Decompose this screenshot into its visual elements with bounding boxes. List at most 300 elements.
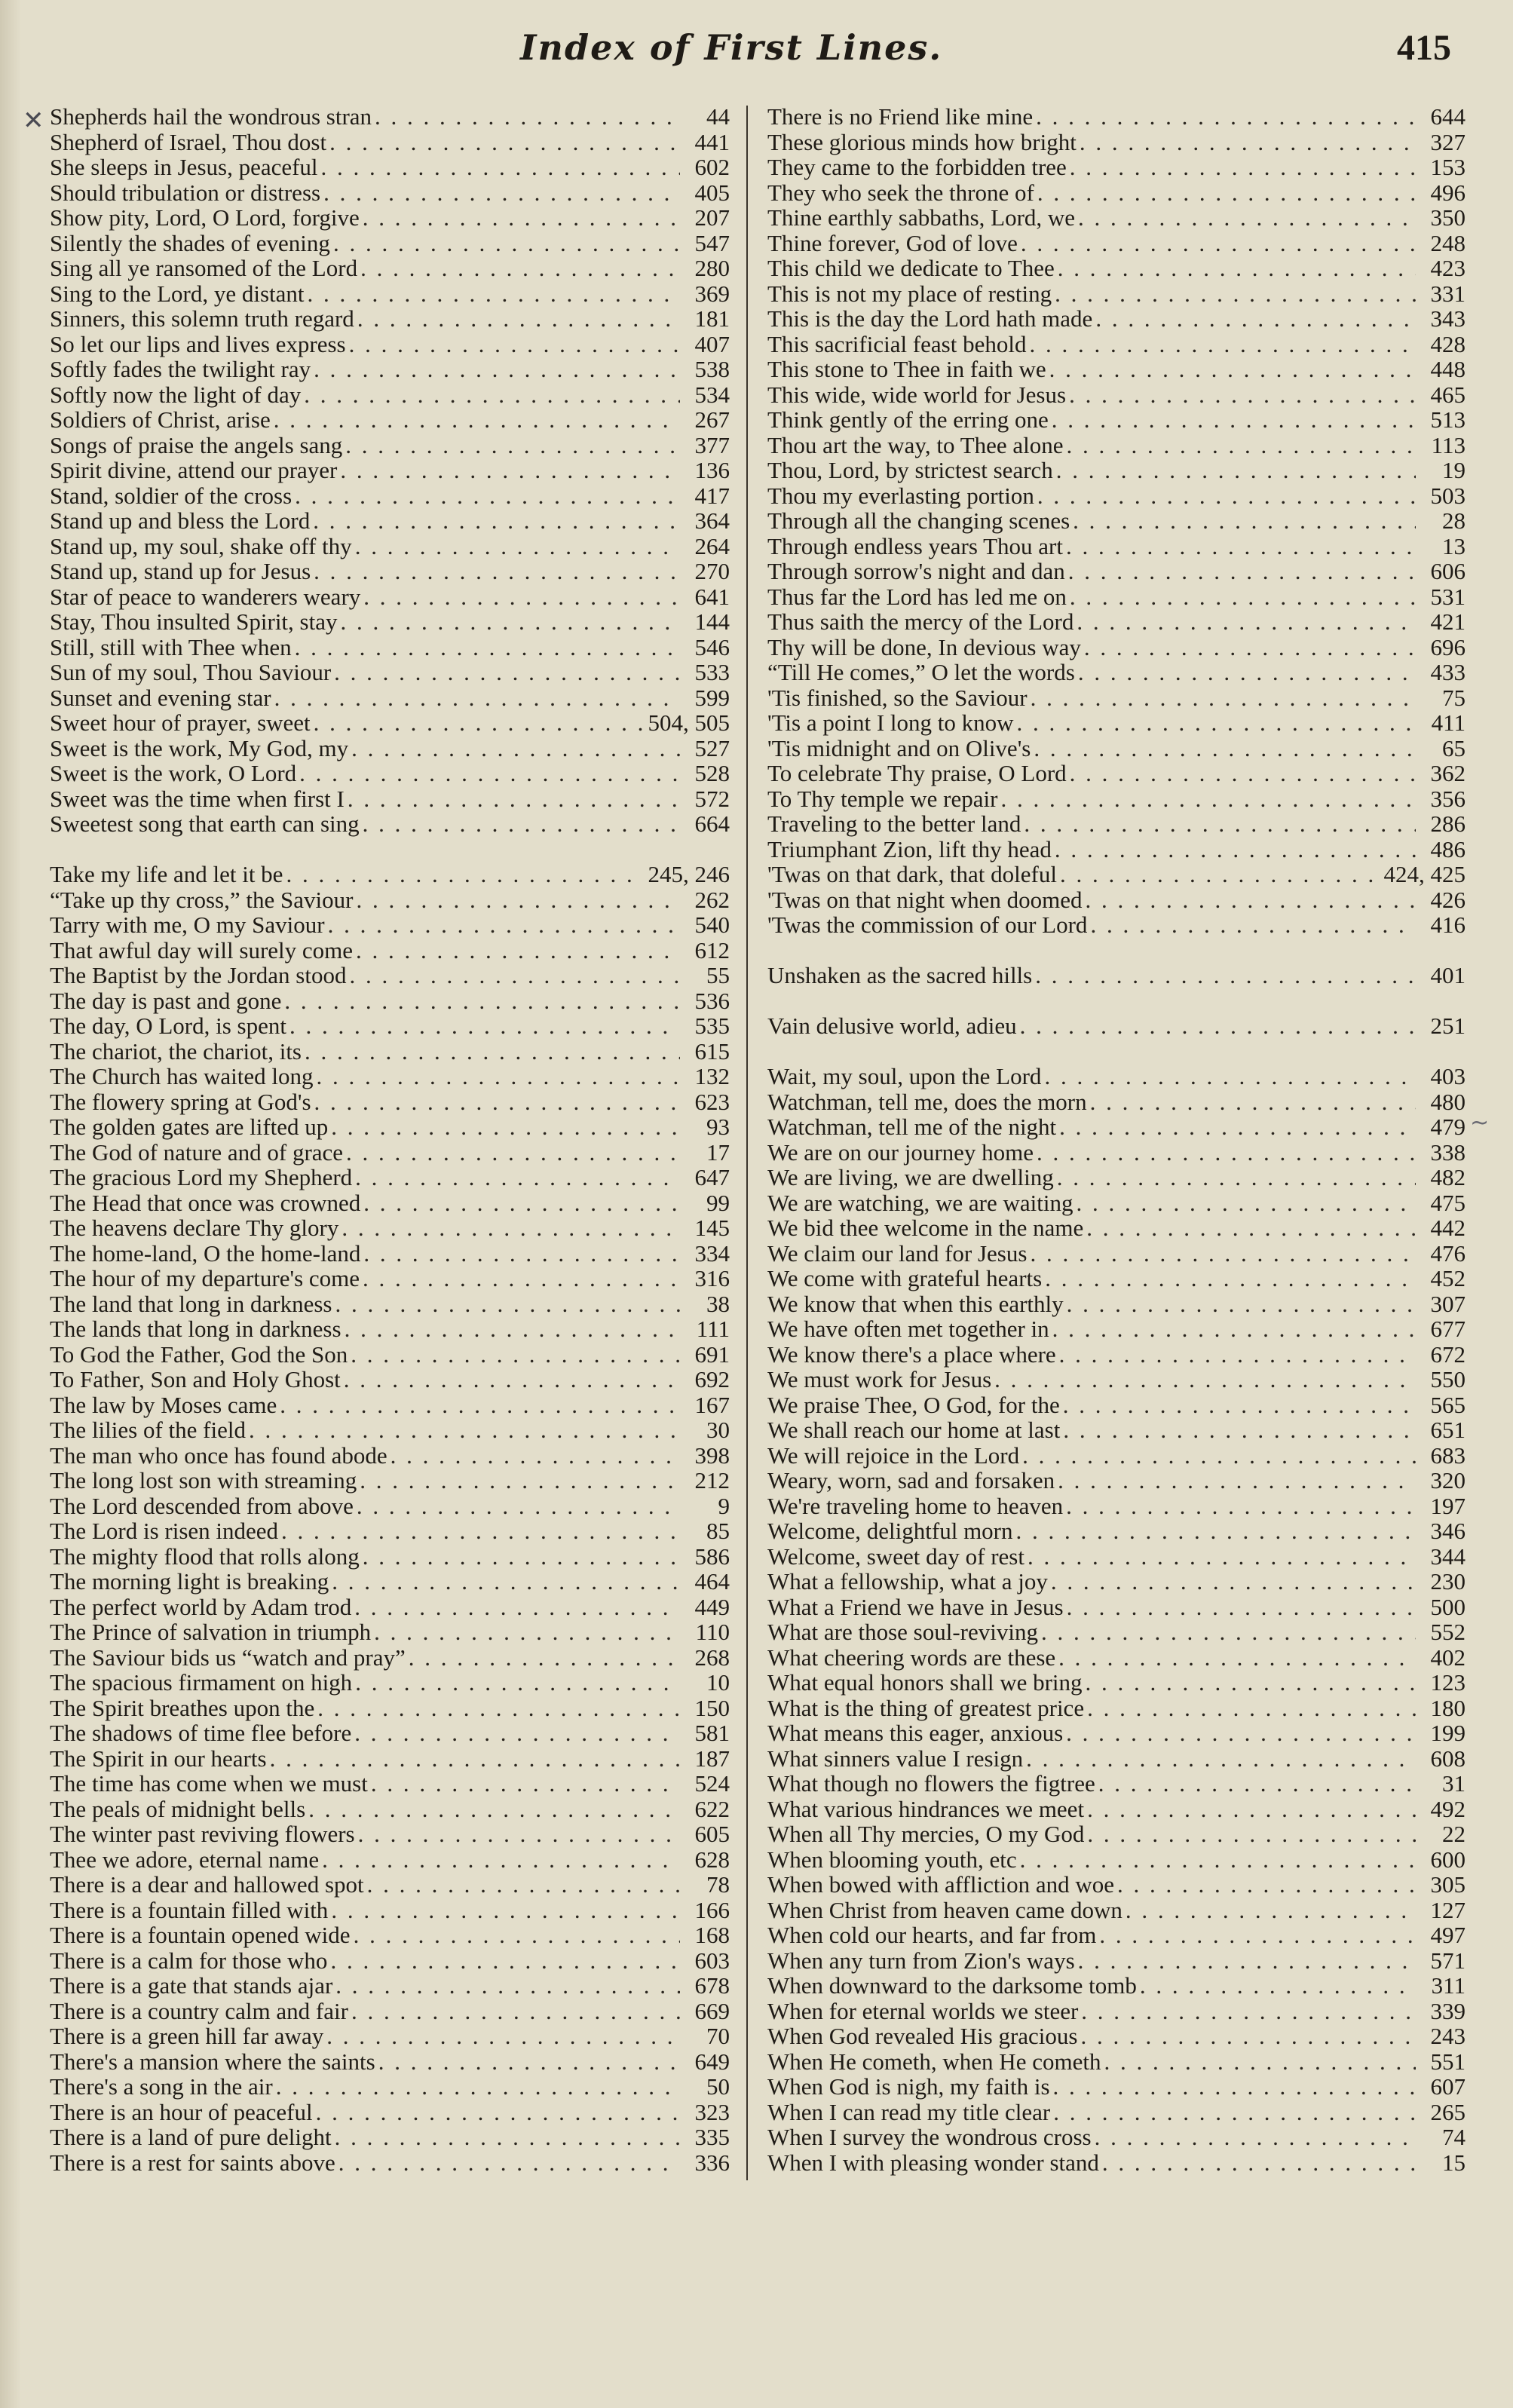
index-entry bbox=[767, 761, 1466, 786]
index-entry bbox=[50, 281, 730, 307]
leader-dots bbox=[1034, 736, 1416, 761]
hymn-number: 110 bbox=[695, 1619, 730, 1645]
index-entry bbox=[767, 1696, 1466, 1721]
index-entry bbox=[767, 1948, 1466, 1974]
first-line-text: There is an hour of peaceful bbox=[50, 2098, 313, 2125]
first-line-text: Shepherds hail the wondrous stran bbox=[50, 103, 372, 130]
first-line-text: When any turn from Zion's ways bbox=[767, 1947, 1075, 1974]
leader-dots bbox=[1000, 786, 1416, 812]
index-entry bbox=[767, 1013, 1466, 1039]
index-entry bbox=[767, 458, 1466, 483]
first-line-text: This is not my place of resting bbox=[767, 280, 1052, 307]
hymn-number: 150 bbox=[694, 1694, 730, 1721]
hymn-number: 50 bbox=[706, 2073, 730, 2100]
first-line-text: 'Tis finished, so the Saviour bbox=[767, 684, 1028, 711]
hymn-number: 55 bbox=[706, 962, 730, 988]
first-line-text: There's a song in the air bbox=[50, 2073, 273, 2100]
hymn-number: 245, 246 bbox=[648, 861, 730, 887]
index-entry bbox=[50, 1443, 730, 1469]
leader-dots bbox=[1037, 180, 1416, 206]
index-entry bbox=[767, 862, 1466, 887]
first-line-text: To Father, Son and Holy Ghost bbox=[50, 1366, 341, 1392]
leader-dots bbox=[249, 1417, 680, 1443]
hymn-number: 696 bbox=[1430, 633, 1466, 660]
first-line-text: That awful day will surely come bbox=[50, 936, 354, 964]
index-entry bbox=[50, 912, 730, 938]
first-line-text: When God is nigh, my faith is bbox=[767, 2073, 1050, 2100]
hymn-number: 9 bbox=[718, 1492, 730, 1519]
hymn-number: 683 bbox=[1430, 1441, 1466, 1469]
hymn-number: 19 bbox=[1442, 457, 1466, 483]
hymn-number: 500 bbox=[1430, 1593, 1466, 1620]
hymn-number: 551 bbox=[1430, 2048, 1466, 2075]
first-line-text: She sleeps in Jesus, peaceful bbox=[50, 154, 318, 180]
leader-dots bbox=[354, 1720, 680, 1746]
leader-dots bbox=[1031, 685, 1416, 711]
first-line-text: They who seek the throne of bbox=[767, 179, 1034, 206]
leader-dots bbox=[1058, 1468, 1416, 1494]
index-entry bbox=[50, 1291, 730, 1317]
hymn-number: 167 bbox=[694, 1391, 730, 1418]
first-line-text: The gracious Lord my Shepherd bbox=[50, 1164, 353, 1190]
leader-dots bbox=[1058, 256, 1416, 281]
first-line-text: There is a fountain opened wide bbox=[50, 1922, 351, 1948]
hymn-number: 599 bbox=[694, 684, 730, 711]
hymn-number: 113 bbox=[1431, 431, 1466, 458]
first-line-text: Sing all ye ransomed of the Lord bbox=[50, 255, 358, 281]
index-entry bbox=[50, 180, 730, 206]
hymn-number: 534 bbox=[694, 381, 730, 408]
index-entry bbox=[767, 2125, 1466, 2150]
first-line-text: We're traveling home to heaven bbox=[767, 1492, 1064, 1519]
hymn-number: 311 bbox=[1431, 1972, 1466, 1999]
index-entry bbox=[767, 1847, 1466, 1873]
first-line-text: The day is past and gone bbox=[50, 987, 282, 1014]
first-line-text: Thine earthly sabbaths, Lord, we bbox=[767, 204, 1076, 231]
leader-dots bbox=[286, 862, 643, 887]
first-line-text: Sweet is the work, O Lord bbox=[50, 760, 297, 786]
index-entry bbox=[50, 508, 730, 534]
leader-dots bbox=[1080, 130, 1416, 155]
first-line-text: What though no flowers the figtree bbox=[767, 1770, 1095, 1797]
leader-dots bbox=[1063, 1392, 1416, 1418]
index-entry bbox=[767, 887, 1466, 913]
hymn-number: 405 bbox=[694, 179, 730, 206]
index-entry bbox=[50, 1518, 730, 1544]
hymn-number: 123 bbox=[1430, 1669, 1466, 1696]
page-header bbox=[0, 27, 1513, 72]
first-line-text: When blooming youth, etc bbox=[767, 1846, 1017, 1873]
first-line-text: The man who once has found abode bbox=[50, 1441, 387, 1469]
hymn-number: 504, 505 bbox=[648, 709, 730, 736]
first-line-text: When God revealed His gracious bbox=[767, 2023, 1078, 2049]
hymn-number: 248 bbox=[1430, 229, 1466, 256]
leader-dots bbox=[994, 1367, 1416, 1392]
leader-dots bbox=[1126, 1898, 1416, 1923]
index-entry bbox=[767, 685, 1466, 711]
leader-dots bbox=[314, 559, 680, 584]
leader-dots bbox=[1028, 1544, 1416, 1570]
first-line-text: Should tribulation or distress bbox=[50, 179, 321, 206]
first-line-text: They came to the forbidden tree bbox=[767, 154, 1067, 180]
first-line-text: What cheering words are these bbox=[767, 1644, 1056, 1671]
first-line-text: Take my life and let it be bbox=[50, 861, 283, 887]
first-line-text: The shadows of time flee before bbox=[50, 1720, 352, 1746]
hymn-number: 230 bbox=[1430, 1568, 1466, 1595]
leader-dots bbox=[338, 2150, 680, 2176]
first-line-text: Thee we adore, eternal name bbox=[50, 1846, 320, 1873]
leader-dots bbox=[357, 306, 680, 332]
leader-dots bbox=[1087, 1797, 1416, 1822]
index-entry bbox=[50, 382, 730, 408]
first-line-text: We come with grateful hearts bbox=[767, 1265, 1043, 1291]
first-line-text: We bid thee welcome in the name bbox=[767, 1215, 1084, 1241]
hymn-number: 286 bbox=[1430, 810, 1466, 837]
leader-dots bbox=[1063, 1417, 1416, 1443]
first-line-text: We have often met together in bbox=[767, 1316, 1049, 1342]
leader-dots bbox=[363, 584, 680, 610]
index-entry bbox=[767, 1619, 1466, 1645]
leader-dots bbox=[314, 357, 680, 382]
index-entry bbox=[767, 306, 1466, 332]
index-entry bbox=[50, 2049, 730, 2075]
first-line-text: We are watching, we are waiting bbox=[767, 1189, 1073, 1216]
hymn-number: 535 bbox=[694, 1013, 730, 1039]
leader-dots bbox=[1066, 1494, 1416, 1519]
index-entry bbox=[50, 1190, 730, 1216]
index-entry bbox=[50, 1266, 730, 1291]
hymn-number: 335 bbox=[694, 2124, 730, 2150]
index-entry bbox=[50, 761, 730, 786]
leader-dots bbox=[1066, 1720, 1416, 1746]
first-line-text: Sweetest song that earth can sing bbox=[50, 810, 360, 837]
leader-dots bbox=[349, 332, 680, 357]
leader-dots bbox=[1087, 1696, 1416, 1721]
hymn-number: 30 bbox=[706, 1417, 730, 1443]
first-line-text: 'Twas on that night when doomed bbox=[767, 886, 1083, 913]
leader-dots bbox=[1052, 1316, 1416, 1342]
index-entry bbox=[767, 281, 1466, 307]
index-entry bbox=[767, 811, 1466, 837]
first-line-text: There is a fountain filled with bbox=[50, 1896, 329, 1923]
hymn-number: 651 bbox=[1430, 1417, 1466, 1443]
leader-dots bbox=[357, 1494, 680, 1519]
hymn-number: 486 bbox=[1430, 835, 1466, 862]
first-line-text: What sinners value I resign bbox=[767, 1745, 1024, 1772]
first-line-text: “Take up thy cross,” the Saviour bbox=[50, 886, 354, 913]
hymn-number: 503 bbox=[1430, 482, 1466, 509]
leader-dots bbox=[1036, 104, 1416, 130]
hymn-number: 305 bbox=[1430, 1871, 1466, 1898]
leader-dots bbox=[305, 1039, 680, 1065]
leader-dots bbox=[351, 1342, 680, 1368]
first-line-text: There is a calm for those who bbox=[50, 1947, 328, 1974]
hymn-number: 531 bbox=[1430, 583, 1466, 610]
first-line-text: There is a land of pure delight bbox=[50, 2124, 332, 2150]
index-entry bbox=[767, 1670, 1466, 1696]
leader-dots bbox=[355, 1165, 680, 1190]
index-entry bbox=[767, 963, 1466, 988]
hymn-number: 608 bbox=[1430, 1745, 1466, 1772]
first-line-text: There is a country calm and fair bbox=[50, 1997, 348, 2024]
hymn-number: 111 bbox=[696, 1316, 730, 1342]
first-line-text: Sweet is the work, My God, my bbox=[50, 734, 349, 761]
hymn-number: 132 bbox=[694, 1063, 730, 1089]
hymn-number: 199 bbox=[1430, 1720, 1466, 1746]
leader-dots bbox=[299, 761, 680, 786]
hymn-number: 307 bbox=[1430, 1290, 1466, 1317]
first-line-text: We know that when this earthly bbox=[767, 1290, 1064, 1317]
first-line-text: The chariot, the chariot, its bbox=[50, 1037, 302, 1065]
leader-dots bbox=[313, 508, 680, 534]
leader-dots bbox=[363, 811, 680, 837]
leader-dots bbox=[1095, 2125, 1416, 2150]
leader-dots bbox=[1070, 155, 1416, 180]
index-entry bbox=[50, 1494, 730, 1519]
leader-dots bbox=[1073, 508, 1416, 534]
index-entry bbox=[767, 1973, 1466, 1999]
hymn-number: 692 bbox=[694, 1366, 730, 1392]
first-line-text: To celebrate Thy praise, O Lord bbox=[767, 760, 1067, 786]
hymn-number: 480 bbox=[1430, 1088, 1466, 1115]
leader-dots bbox=[1045, 1266, 1416, 1291]
hymn-number: 65 bbox=[1442, 734, 1466, 761]
page-number: 415 bbox=[1397, 28, 1451, 68]
first-line-text: Still, still with Thee when bbox=[50, 633, 292, 660]
first-line-text: The golden gates are lifted up bbox=[50, 1114, 329, 1140]
index-entry bbox=[767, 155, 1466, 180]
index-entry bbox=[50, 1367, 730, 1392]
hymn-number: 644 bbox=[1430, 103, 1466, 130]
leader-dots bbox=[1102, 2150, 1416, 2176]
first-line-text: Show pity, Lord, O Lord, forgive bbox=[50, 204, 360, 231]
hymn-number: 207 bbox=[694, 204, 730, 231]
index-entry bbox=[50, 1619, 730, 1645]
index-entry bbox=[767, 1720, 1466, 1746]
hymn-number: 615 bbox=[694, 1037, 730, 1065]
first-line-text: Through all the changing scenes bbox=[767, 507, 1070, 534]
leader-dots bbox=[375, 104, 680, 130]
hymn-number: 612 bbox=[694, 936, 730, 964]
leader-dots bbox=[1052, 407, 1416, 433]
index-entry bbox=[50, 1922, 730, 1948]
index-entry bbox=[767, 130, 1466, 155]
index-entry bbox=[50, 786, 730, 812]
first-line-text: Triumphant Zion, lift thy head bbox=[767, 835, 1052, 862]
index-entry bbox=[50, 1089, 730, 1115]
index-entry bbox=[50, 306, 730, 332]
hymn-number: 280 bbox=[694, 255, 730, 281]
first-line-text: This child we dedicate to Thee bbox=[767, 255, 1055, 281]
index-entry bbox=[50, 609, 730, 635]
hymn-number: 552 bbox=[1430, 1619, 1466, 1645]
pencil-x-mark-icon: ✕ bbox=[23, 106, 44, 136]
hymn-number: 166 bbox=[694, 1896, 730, 1923]
hymn-number: 536 bbox=[694, 987, 730, 1014]
index-entry bbox=[767, 1114, 1466, 1140]
leader-dots bbox=[1077, 609, 1416, 635]
index-entry bbox=[50, 660, 730, 685]
first-line-text: Spirit divine, attend our prayer bbox=[50, 457, 338, 483]
hymn-number: 251 bbox=[1430, 1013, 1466, 1039]
hymn-number: 581 bbox=[694, 1720, 730, 1746]
hymn-number: 452 bbox=[1430, 1265, 1466, 1291]
hymn-number: 603 bbox=[694, 1947, 730, 1974]
hymn-number: 331 bbox=[1430, 280, 1466, 307]
hymn-number: 433 bbox=[1430, 659, 1466, 685]
leader-dots bbox=[340, 458, 680, 483]
index-entry bbox=[50, 1771, 730, 1797]
first-line-text: When I can read my title clear bbox=[767, 2098, 1051, 2125]
index-entry bbox=[767, 1215, 1466, 1241]
leader-dots bbox=[304, 382, 680, 408]
hymn-number: 323 bbox=[694, 2098, 730, 2125]
hymn-number: 669 bbox=[694, 1997, 730, 2024]
leader-dots bbox=[1021, 231, 1416, 256]
leader-dots bbox=[331, 1898, 680, 1923]
hymn-number: 344 bbox=[1430, 1543, 1466, 1570]
first-line-text: Through endless years Thou art bbox=[767, 532, 1063, 559]
first-line-text: The hour of my departure's come bbox=[50, 1265, 360, 1291]
index-entry bbox=[767, 1165, 1466, 1190]
leader-dots bbox=[344, 1367, 680, 1392]
leader-dots bbox=[332, 1569, 680, 1595]
index-entry bbox=[50, 938, 730, 964]
index-entry bbox=[50, 1215, 730, 1241]
hymn-number: 416 bbox=[1430, 911, 1466, 938]
first-line-text: Thou, Lord, by strictest search bbox=[767, 457, 1053, 483]
hymn-number: 428 bbox=[1430, 330, 1466, 357]
hymn-number: 449 bbox=[694, 1593, 730, 1620]
leader-dots bbox=[1104, 2049, 1416, 2075]
leader-dots bbox=[334, 660, 680, 685]
leader-dots bbox=[316, 2100, 680, 2125]
hymn-number: 622 bbox=[694, 1795, 730, 1822]
leader-dots bbox=[1053, 2100, 1416, 2125]
hymn-number: 448 bbox=[1430, 356, 1466, 382]
hymn-number: 13 bbox=[1442, 532, 1466, 559]
hymn-number: 464 bbox=[694, 1568, 730, 1595]
hymn-number: 187 bbox=[694, 1745, 730, 1772]
first-line-text: Sweet was the time when first I bbox=[50, 785, 345, 812]
leader-dots bbox=[340, 609, 680, 635]
index-entry bbox=[50, 2074, 730, 2100]
first-line-text: 'Twas on that dark, that doleful bbox=[767, 861, 1057, 887]
first-line-text: The law by Moses came bbox=[50, 1391, 277, 1418]
hymn-number: 181 bbox=[694, 305, 730, 332]
index-entry bbox=[50, 2100, 730, 2125]
first-line-text: There is a rest for saints above bbox=[50, 2149, 335, 2176]
leader-dots bbox=[1055, 281, 1416, 307]
leader-dots bbox=[378, 2049, 680, 2075]
index-entry bbox=[767, 407, 1466, 433]
index-entry bbox=[50, 1544, 730, 1570]
first-line-text: The home-land, O the home-land bbox=[50, 1239, 361, 1267]
hymn-number: 265 bbox=[1430, 2098, 1466, 2125]
leader-dots bbox=[363, 1544, 680, 1570]
leader-dots bbox=[1087, 1821, 1416, 1847]
index-entry bbox=[50, 483, 730, 509]
hymn-number: 364 bbox=[694, 507, 730, 534]
first-line-text: The peals of midnight bells bbox=[50, 1795, 306, 1822]
hymn-number: 153 bbox=[1430, 154, 1466, 180]
index-entry bbox=[50, 1645, 730, 1671]
index-entry bbox=[50, 1898, 730, 1923]
hymn-number: 270 bbox=[694, 558, 730, 584]
leader-dots bbox=[335, 2125, 680, 2150]
index-entry bbox=[767, 1821, 1466, 1847]
hymn-number: 407 bbox=[694, 330, 730, 357]
index-entry bbox=[50, 1948, 730, 1974]
index-entry bbox=[767, 1872, 1466, 1898]
hymn-number: 572 bbox=[694, 785, 730, 812]
index-entry bbox=[767, 1569, 1466, 1595]
first-line-text: When Christ from heaven came down bbox=[767, 1896, 1122, 1923]
first-line-text: Thine forever, God of love bbox=[767, 229, 1018, 256]
first-line-text: Stay, Thou insulted Spirit, stay bbox=[50, 608, 338, 635]
hymn-number: 22 bbox=[1442, 1821, 1466, 1847]
hymn-number: 38 bbox=[706, 1290, 730, 1317]
hymn-number: 356 bbox=[1430, 785, 1466, 812]
index-column-left bbox=[50, 104, 730, 2175]
first-line-text: The Prince of salvation in triumph bbox=[50, 1619, 372, 1645]
index-entry bbox=[50, 1064, 730, 1089]
index-entry bbox=[50, 685, 730, 711]
hymn-number: 180 bbox=[1430, 1694, 1466, 1721]
leader-dots bbox=[331, 1114, 680, 1140]
leader-dots bbox=[1041, 1619, 1416, 1645]
first-line-text: The lands that long in darkness bbox=[50, 1316, 341, 1342]
leader-dots bbox=[367, 1872, 680, 1898]
leader-dots bbox=[1140, 1973, 1416, 1999]
letter-group-gap bbox=[767, 1039, 1466, 1065]
first-line-text: Stand up, my soul, shake off thy bbox=[50, 532, 352, 559]
leader-dots bbox=[314, 1089, 680, 1115]
leader-dots bbox=[1066, 534, 1416, 559]
leader-dots bbox=[360, 256, 680, 281]
hymn-number: 93 bbox=[706, 1114, 730, 1140]
hymn-number: 441 bbox=[694, 128, 730, 155]
hymn-number: 136 bbox=[694, 457, 730, 483]
hymn-number: 565 bbox=[1430, 1391, 1466, 1418]
hymn-number: 496 bbox=[1430, 179, 1466, 206]
index-entry bbox=[50, 584, 730, 610]
hymn-number: 605 bbox=[694, 1821, 730, 1847]
first-line-text: To Thy temple we repair bbox=[767, 785, 998, 812]
index-entry bbox=[50, 1342, 730, 1368]
index-entry bbox=[50, 205, 730, 231]
hymn-number: 547 bbox=[694, 229, 730, 256]
first-line-text: When cold our hearts, and far from bbox=[767, 1922, 1097, 1948]
leader-dots bbox=[1017, 710, 1416, 736]
first-line-text: Wait, my soul, upon the Lord bbox=[767, 1063, 1042, 1089]
leader-dots bbox=[1069, 382, 1416, 408]
leader-dots bbox=[280, 1392, 680, 1418]
index-entry bbox=[767, 584, 1466, 610]
leader-dots bbox=[351, 736, 680, 761]
leader-dots bbox=[335, 1973, 680, 1999]
index-entry bbox=[50, 1569, 730, 1595]
first-line-text: Through sorrow's night and dan bbox=[767, 558, 1065, 584]
first-line-text: There's a mansion where the saints bbox=[50, 2048, 375, 2075]
first-line-text: This sacrificial feast behold bbox=[767, 330, 1027, 357]
index-entry bbox=[50, 1720, 730, 1746]
index-entry bbox=[50, 1973, 730, 1999]
index-entry bbox=[50, 1696, 730, 1721]
index-entry bbox=[50, 1140, 730, 1166]
hymn-number: 423 bbox=[1430, 255, 1466, 281]
leader-dots bbox=[1024, 811, 1416, 837]
